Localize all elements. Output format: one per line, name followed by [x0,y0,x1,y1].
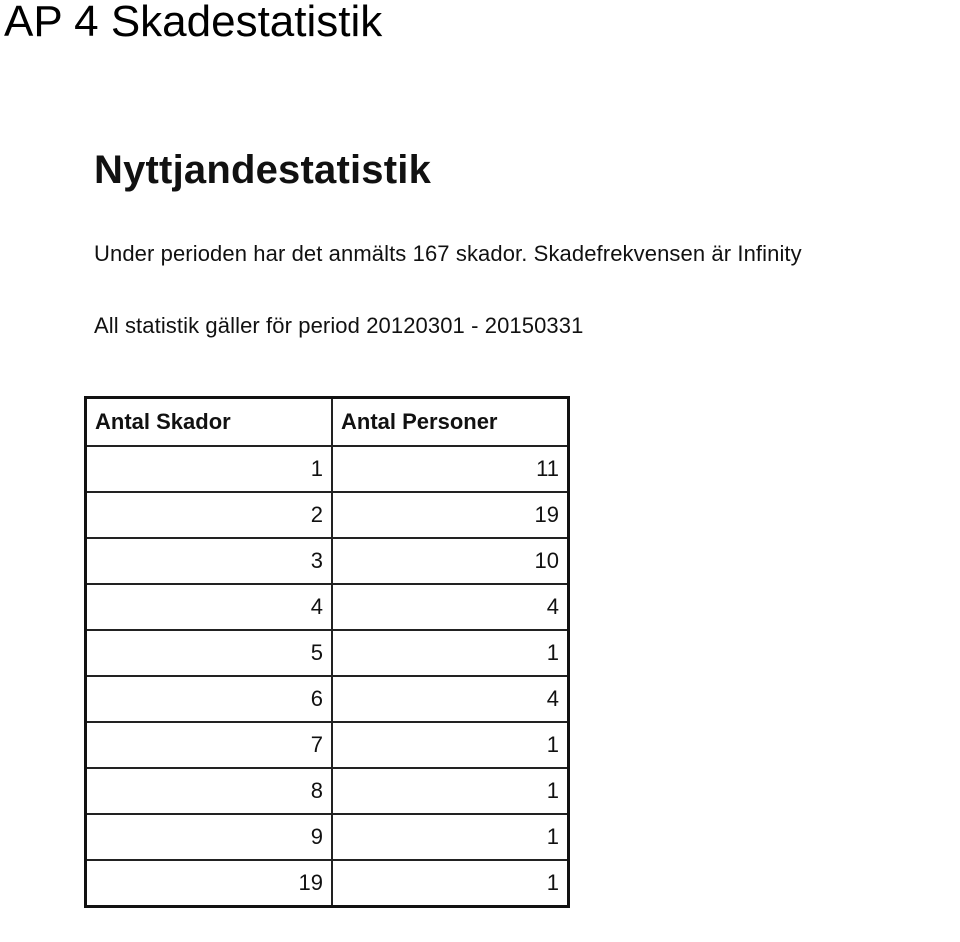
summary-text: Under perioden har det anmälts 167 skador. Skadefrekvensen är Infinity [94,241,802,266]
cell-antal-skador: 1 [86,446,333,492]
table-row [86,630,569,676]
cell-antal-skador: 19 [86,860,333,907]
cell-antal-skador: 2 [86,492,333,538]
table-row [86,538,569,584]
cell-antal-personer: 1 [332,814,569,860]
cell-antal-skador: 5 [86,630,333,676]
cell-antal-skador: 9 [86,814,333,860]
table-row [86,492,569,538]
table-row [86,768,569,814]
cell-antal-skador: 6 [86,676,333,722]
cell-antal-personer: 4 [332,676,569,722]
cell-antal-skador: 8 [86,768,333,814]
cell-antal-personer: 19 [332,492,569,538]
table-row [86,584,569,630]
document-heading: Nyttjandestatistik [94,148,432,192]
cell-antal-personer: 1 [332,630,569,676]
table-row [86,860,569,907]
cell-antal-personer: 10 [332,538,569,584]
table-row [86,814,569,860]
slide-title: AP 4 Skadestatistik [4,0,383,46]
table-header-row [86,398,569,447]
cell-antal-personer: 4 [332,584,569,630]
period-text: All statistik gäller för period 20120301 - 20150331 [94,313,584,338]
header-antal-personer: Antal Personer [332,398,569,447]
cell-antal-personer: 11 [332,446,569,492]
cell-antal-personer: 1 [332,768,569,814]
cell-antal-skador: 4 [86,584,333,630]
cell-antal-skador: 3 [86,538,333,584]
injury-statistics-table [84,396,570,908]
cell-antal-skador: 7 [86,722,333,768]
table-row [86,446,569,492]
header-antal-skador: Antal Skador [86,398,333,447]
table-row [86,676,569,722]
cell-antal-personer: 1 [332,722,569,768]
cell-antal-personer: 1 [332,860,569,907]
table-row [86,722,569,768]
